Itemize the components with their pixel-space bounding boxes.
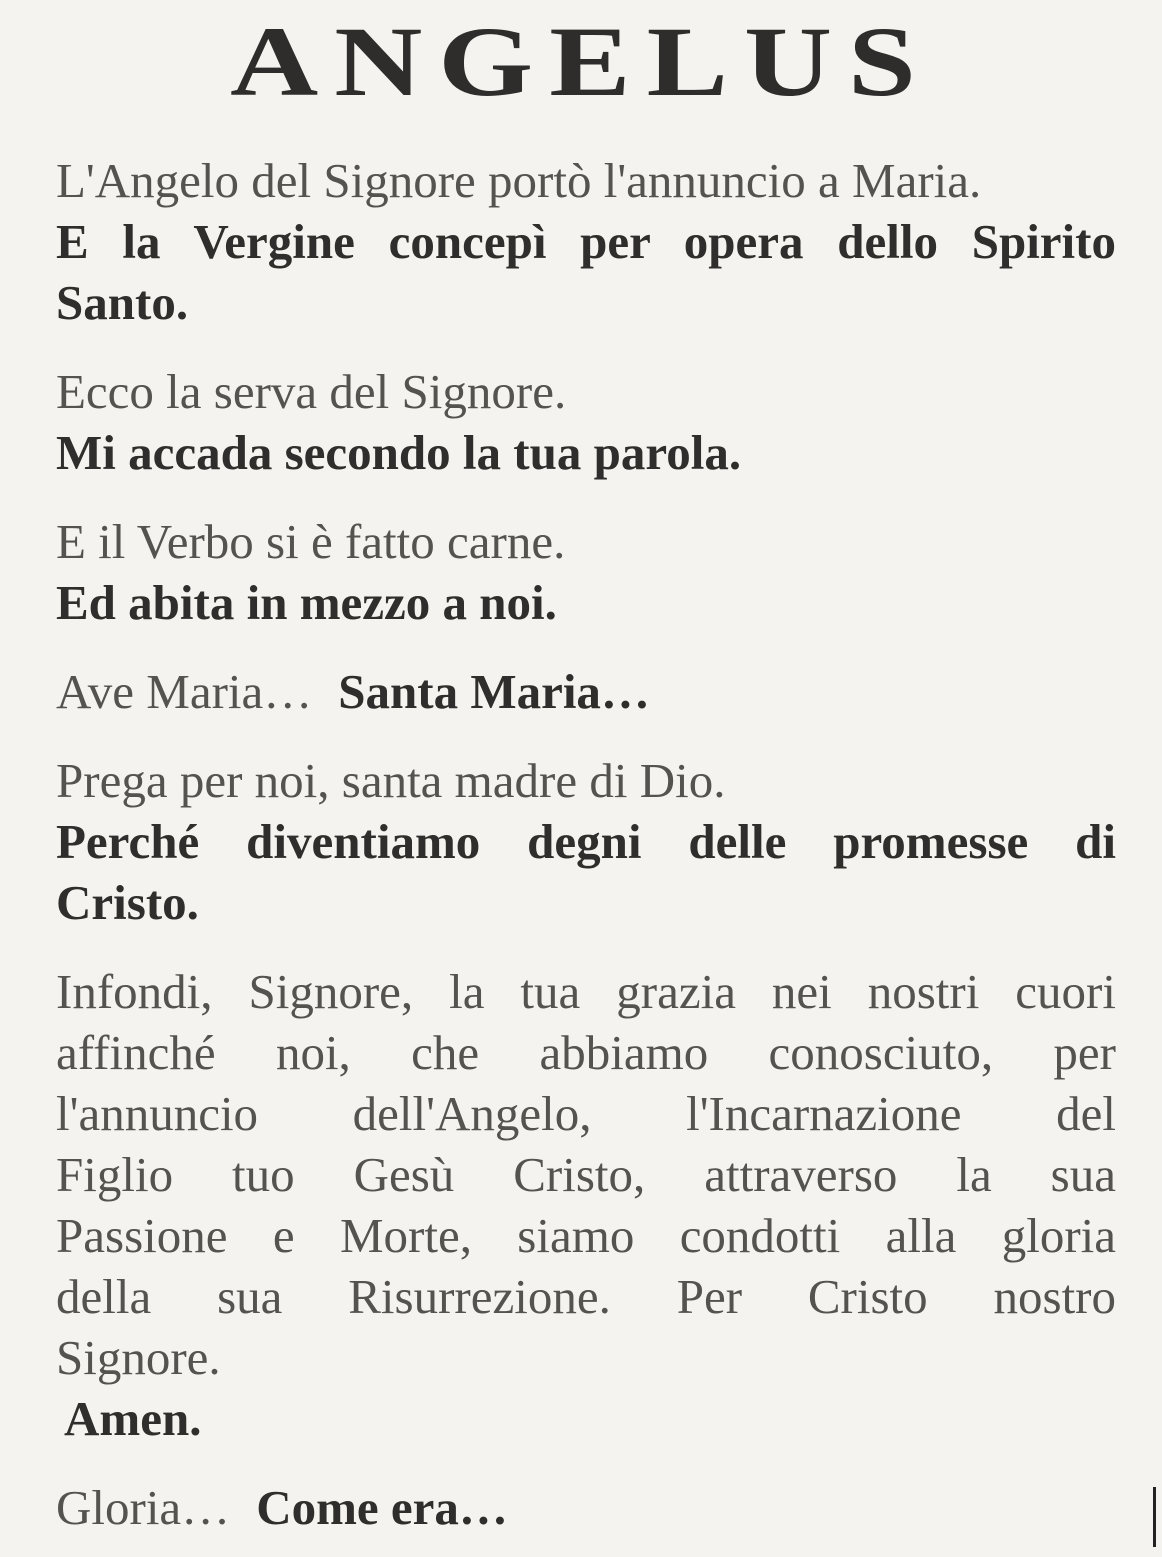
prayer-line: della sua Risurrezione. Per Cristo nostro (56, 1269, 1116, 1324)
ave-maria-line (56, 661, 1116, 722)
response-line: Ed abita in mezzo a noi. (56, 575, 557, 630)
versicle-text: Ave Maria… (56, 664, 313, 719)
response-text: Come era… (256, 1480, 508, 1535)
prayer-line: l'annuncio dell'Angelo, l'Incarnazione del (56, 1086, 1116, 1141)
response-line: Mi accada secondo la tua parola. (56, 425, 742, 480)
prayer-line: Signore. (56, 1330, 221, 1385)
prayer-line: affinché noi, che abbiamo conosciuto, per (56, 1025, 1116, 1080)
gloria-line (56, 1477, 1116, 1538)
prayer-line: Figlio tuo Gesù Cristo, attraverso la sua (56, 1147, 1116, 1202)
versicle-line: E il Verbo si è fatto carne. (56, 514, 566, 569)
response-line: E la Vergine concepì per opera dello Spirito (56, 214, 1116, 269)
amen-response: Amen. (64, 1391, 202, 1446)
prayer-text (56, 150, 1116, 1538)
versicle-text: Gloria… (56, 1480, 231, 1535)
response-line: Cristo. (56, 875, 199, 930)
versicle-line: Ecco la serva del Signore. (56, 364, 567, 419)
page-title: ANGELUS (230, 6, 932, 117)
prayer-line: Infondi, Signore, la tua grazia nei nostri cuori (56, 964, 1116, 1019)
response-line: Santo. (56, 275, 189, 330)
prayer-line: Passione e Morte, siamo condotti alla gloria (56, 1208, 1116, 1263)
versicle-line: L'Angelo del Signore portò l'annuncio a Maria. (56, 153, 982, 208)
scan-edge-mark (1153, 1487, 1156, 1547)
versicle-line: Prega per noi, santa madre di Dio. (56, 753, 726, 808)
response-line: Perché diventiamo degni delle promesse di (56, 814, 1116, 869)
response-text: Santa Maria… (338, 664, 650, 719)
